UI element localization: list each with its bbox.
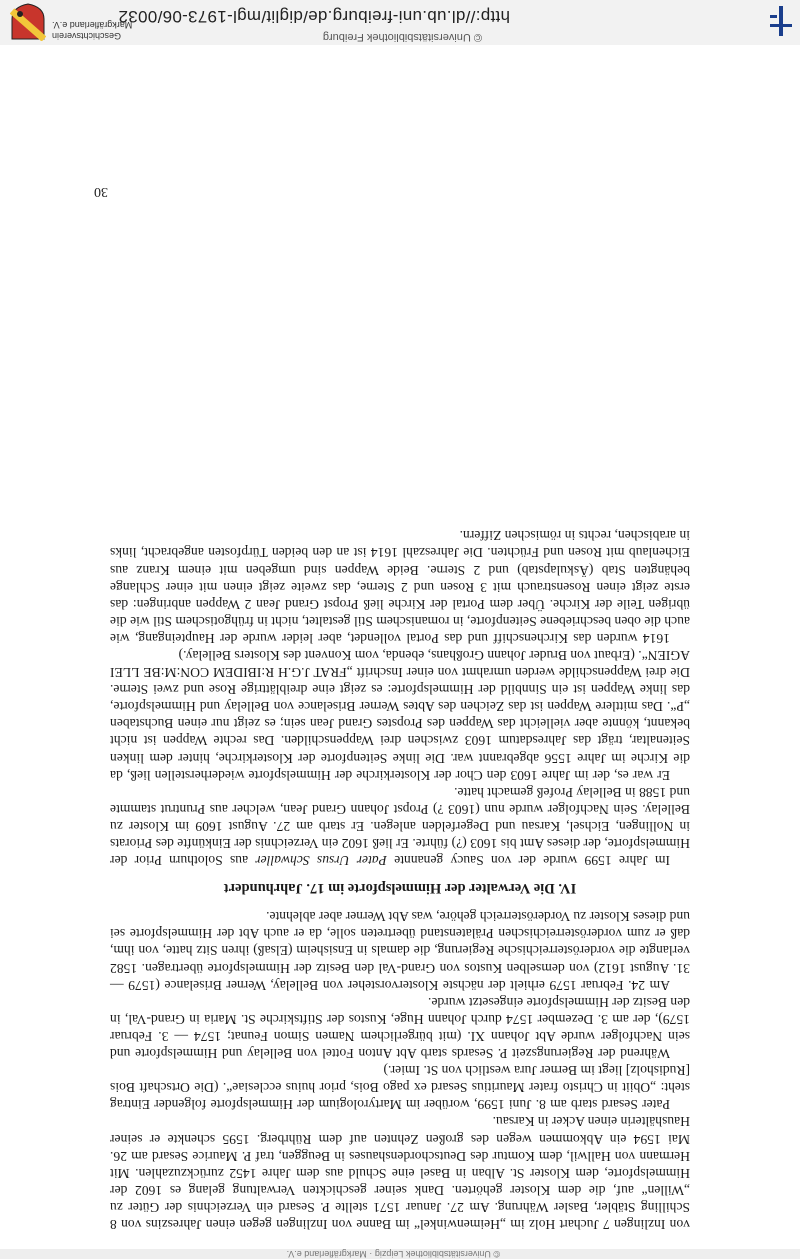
paragraph-text: Im Jahre 1599 wurde der von Saucy genannte: [386, 853, 670, 869]
paragraph: Pater Sesard starb am 8. Juni 1599, worüber im Martyrologium der Himmelspforte folgender Eintrag steht: „Obiit in Christo frater Mauritius Sesard ex pago Bois, prior huius ecclesiae“. (Die Ortschaft Bois [Rudisholz] liegt im Berner Jura westlich von St. Imier.): [110, 1063, 690, 1113]
society-seal-icon[interactable]: [10, 3, 46, 41]
paragraph: Er war es, der im Jahre 1603 den Chor der Klosterkirche der Himmelspforte wiederherstellen ließ, da die Kirche im Jahre 1556 abgebrannt war. Die linke Seitenpforte der Klosterkirche, hinter dem linken Seitenaltar, trägt das Jahresdatum 1603 zwischen drei Wappenschilden. Das rechte Wappen ist nicht bekannt, könnte aber vielleicht das Wappen des Propstes Grand Jean sein; es zeigt nur einen Buchstaben „P“. Das mittlere Wappen ist das Zeichen des Abtes Werner Briselance von Bellelay und Himmelspforte, das linke Wappen ist ein Sinnbild der Himmelspforte: es zeigt eine dreiblättrige Rose und zwei Sterne. Die drei Wappenschilde werden umrahmt von einer Inschrift „FRAT J.G.H R:IBIDEM CON:M:BE LLEI AGIEN“. (Erbaut von Bruder Johann Großhans, ebenda, vom Konvent des Klosters Bellelay.): [110, 648, 690, 783]
library-logo-icon[interactable]: [770, 6, 792, 36]
society-name: Geschichtsverein Markgräflerland e.V.: [52, 20, 133, 41]
document-url-link[interactable]: http://dl.ub.uni-freiburg.de/diglit/mgl-1973-06/0032: [118, 7, 510, 26]
page-body: [110, 527, 690, 1233]
paragraph: Am 24. Februar 1579 erhielt der nächste Klostervorsteher von Bellelay, Werner Briselance (1579 — 31. August 1612) von demselben Kustos von Grand-Val den Besitz der Himmelspforte übertragen. 1582 verlangte die vorderösterreichische Regierung, die damals in Ensisheim (Elsaß) ihren Sitz hatte, von ihm, daß er zum vorderösterreichischen Prälatenstand übertreten solle, da er auch Abt der Himmelspforte sei und dieses Kloster zu Vorderösterreich gehöre, was Abt Werner aber ablehnte.: [110, 909, 690, 993]
footer-bar: [0, 0, 800, 45]
paragraph: von Inzlingen 7 Juchart Holz im „Heimenwinkel“ im Banne von Inzlingen gegen einen Jahreszins von 8 Schilling Stäbler, Basler Währung. Am 27. Januar 1571 stellte P. Sesard ein Verzeichnis der Güter zu „Willen“ auf, die dem Kloster gehörten. Dank seiner geschickten Verwaltung gelang es 1602 der Himmelspforte, dem Kloster St. Alban in Basel eine Schuld aus dem Jahre 1452 zurückzuzahlen. Mit Hermann von Hallwil, dem Komtur des Deutschordenshauses in Beuggen, traf P. Maurice Sesard am 26. Mai 1594 ein Abkommen wegen des großen Zehnten auf dem Rührberg. 1595 schenkte er seiner Haushälterin einen Acker in Karsau.: [110, 1114, 690, 1232]
paragraph: 1614 wurden das Kirchenschiff und das Portal vollendet, aber leider wurde der Haupteingang, wie auch die oben beschriebene Seitenpforte, in romanischem Stil gestaltet, nicht in frühgotischem Stil wie die übrigen Teile der Kirche. Über dem Portal der Kirche ließ Propst Grand Jean 2 Wappen anbringen: das erste zeigt einen Rosenstrauch mit 3 Rosen und 2 Sterne, das zweite zeigt einen mit einer Schlange behängten Stab (Äskulapstab) und 2 Sterne. Beide Wappen sind umgeben mit einem Kranz aus Eichenlaub mit Rosen und Früchten. Die Jahreszahl 1614 ist an den beiden Türpfosten angebracht, links in arabischen, rechts in römischen Ziffern.: [110, 528, 690, 646]
paragraph: [110, 784, 690, 869]
paragraph: Während der Regierungszeit P. Sesards starb Abt Anton Fottel von Bellelay und Himmelspforte und sein Nachfolger wurde Abt Johann XI. (mit bürgerlichem Namen Simon Feunat; 1574 — 3. Februar 1579), der am 3. Dezember 1574 durch Johann Huge, Kustos der Stiftskirche St. Maria in Grand-Val, in den Besitz der Himmelspforte eingesetzt wurde.: [110, 994, 690, 1062]
copyright-text: © Universitätsbibliothek Freiburg: [322, 31, 482, 43]
person-name: Pater Ursus Schwaller: [255, 853, 387, 869]
section-heading: IV. Die Verwalter der Himmelspforte im 17. Jahrhundert: [223, 880, 577, 897]
paragraph-text: aus Solothurn Prior der Himmelspforte, der dieses Amt bis 1603 (?) führte. Er ließ 1602 ein Verzeichnis der Einkünfte des Priorats in Nollingen, Eichsel, Karsau und Degerfelden anlegen. Er starb am 27. August 1609 im Kloster zu Bellelay. Sein Nachfolger wurde nun (1603 ?) Propst Johann Grand Jean, welcher aus Pruntrut stammte und 1588 in Bellelay Profeß gemacht hatte.: [110, 784, 690, 869]
header-strip: [0, 1249, 800, 1259]
page-number: 30: [94, 184, 108, 199]
header-text: © Universitätsbibliothek Leipzig · Markgräflerland e.V.: [286, 1249, 500, 1259]
